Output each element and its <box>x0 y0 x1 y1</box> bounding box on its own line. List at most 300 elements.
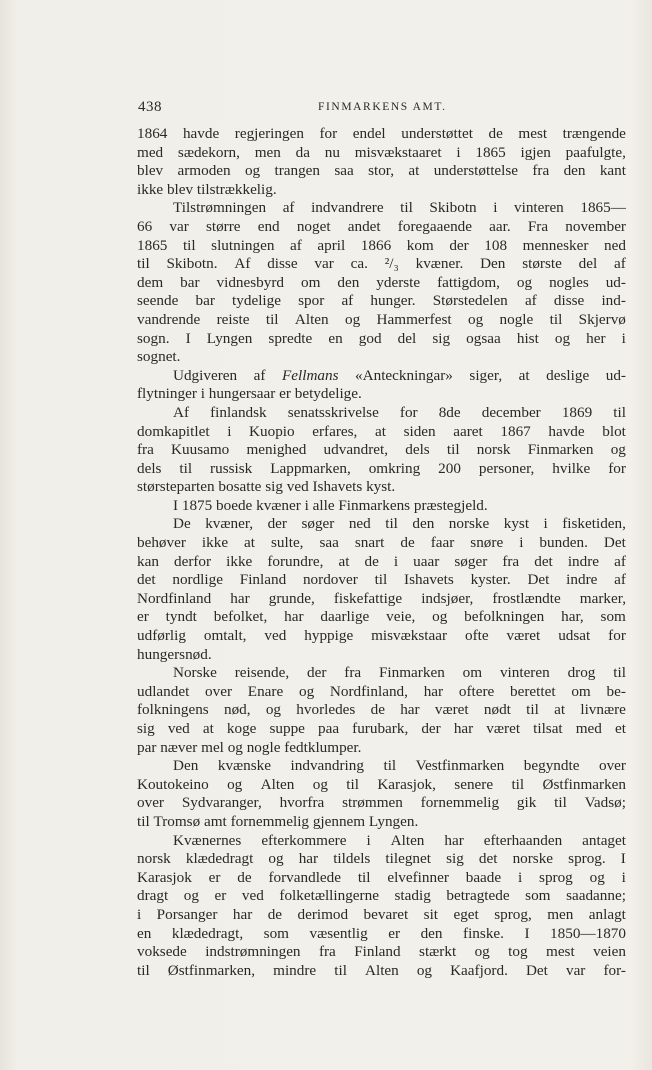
word: 1875 <box>181 496 217 514</box>
word: de <box>488 125 503 142</box>
word: yderste <box>376 273 421 291</box>
word: 1865— <box>580 199 626 217</box>
word: forundre, <box>267 552 324 570</box>
word: snøre <box>470 534 504 552</box>
word: Kuusamo <box>171 441 230 459</box>
word: sprog <box>539 868 573 886</box>
paragraph <box>137 757 626 831</box>
text-line <box>137 330 626 349</box>
word: da <box>295 143 310 161</box>
word: til <box>400 199 413 217</box>
word: indstrømningen <box>205 943 301 961</box>
word: de <box>400 534 415 552</box>
word: furubark, <box>352 720 409 737</box>
text-line <box>137 162 626 181</box>
word: senere <box>454 775 494 793</box>
word: ud- <box>605 366 626 384</box>
word: om <box>462 664 483 682</box>
word: Lyngen <box>206 329 253 347</box>
word: hungersnød. <box>137 645 212 663</box>
word: betydelige. <box>294 385 362 403</box>
word: voksede <box>137 943 187 961</box>
word: den <box>563 162 586 180</box>
word: Fellmans <box>281 366 339 384</box>
word: Alten <box>390 831 425 849</box>
word: ikke <box>137 180 167 198</box>
word: har <box>298 850 319 868</box>
text-line <box>137 534 626 553</box>
word: forvandlede <box>268 868 341 886</box>
word: og <box>345 310 361 328</box>
word: over <box>137 794 164 812</box>
word: til <box>526 701 539 719</box>
word: af <box>341 292 354 310</box>
text-line <box>137 348 626 367</box>
text-line <box>137 274 626 293</box>
text-line <box>137 181 626 200</box>
word: 1866 <box>360 236 392 254</box>
word: 1850—1870 <box>550 924 626 942</box>
word: Porsanger <box>156 905 218 923</box>
word: antaget <box>582 831 626 849</box>
word: Finland <box>239 571 287 589</box>
word: og <box>227 738 247 756</box>
word: Østfinmarken, <box>167 961 256 979</box>
word: uaar <box>413 552 440 570</box>
word: del <box>578 255 598 273</box>
word: seende <box>137 292 179 310</box>
word: i <box>621 868 626 886</box>
word: at <box>202 720 214 737</box>
paragraph <box>137 664 626 757</box>
word: fra <box>502 552 520 570</box>
word: 1865 <box>137 236 168 254</box>
word: norske <box>512 850 554 868</box>
text-line <box>137 571 626 590</box>
word: nogle <box>246 738 285 756</box>
page-header <box>138 99 627 119</box>
word: fra <box>532 162 550 180</box>
word: i <box>543 515 548 533</box>
word: i <box>493 199 498 217</box>
word: af <box>253 366 266 384</box>
word: stærkt <box>419 943 457 961</box>
word: daarlige <box>320 608 370 626</box>
word: aaret <box>453 422 483 440</box>
word: ²/₃ <box>384 255 399 273</box>
word: de <box>237 868 252 886</box>
word: siger, <box>469 366 503 384</box>
word: været <box>506 627 541 645</box>
word: præstegjeld. <box>413 496 488 514</box>
word: været <box>434 701 469 719</box>
text-line <box>137 590 626 609</box>
word: til <box>446 441 460 459</box>
word: del <box>397 329 417 347</box>
text-line <box>137 515 626 534</box>
word: til <box>374 571 388 589</box>
word: Østfinmarken <box>542 775 626 793</box>
word: for- <box>603 961 626 979</box>
word: tydelige <box>232 292 281 310</box>
word: befolkningen <box>464 608 545 626</box>
word: at <box>244 534 256 552</box>
word: vinteren <box>514 199 564 217</box>
body-text <box>137 125 626 980</box>
text-line <box>137 832 626 851</box>
word: Udgiveren <box>173 366 238 384</box>
word: betragtede <box>446 887 510 905</box>
word: i <box>227 422 232 440</box>
word: berettet <box>510 682 556 700</box>
word: paa <box>318 720 340 737</box>
text-line <box>137 497 626 516</box>
text-line <box>137 460 626 479</box>
word: til <box>137 961 150 979</box>
word: største <box>522 255 562 273</box>
word: par <box>137 738 161 756</box>
word: 1869 <box>561 403 593 421</box>
word: kvæner <box>256 496 305 514</box>
page-number: 438 <box>138 99 162 115</box>
word: over <box>205 682 233 700</box>
word: norske <box>448 515 490 533</box>
word: for <box>399 403 418 421</box>
text-line <box>137 311 626 330</box>
word: behøver <box>137 534 186 552</box>
word: har <box>284 608 304 626</box>
word: det <box>137 571 156 589</box>
text-line <box>137 144 626 163</box>
word: udlandet <box>137 682 190 700</box>
word: sig <box>137 720 155 737</box>
text-line <box>137 646 626 665</box>
word: Den <box>480 255 506 273</box>
word: saa <box>334 162 354 180</box>
word: Det <box>525 961 548 979</box>
word: 66 <box>137 217 153 235</box>
word: andet <box>347 217 381 235</box>
word: bar <box>195 292 215 310</box>
word: folketællingerne <box>279 887 379 905</box>
word: i <box>519 534 524 552</box>
text-line <box>137 776 626 795</box>
word: væsentlig <box>309 924 368 942</box>
word: i <box>393 552 399 570</box>
word: til <box>554 794 567 812</box>
word: der <box>307 664 327 682</box>
word: deslige <box>546 366 590 384</box>
paragraph <box>137 515 626 664</box>
word: og <box>610 441 626 459</box>
word: blev <box>137 162 164 180</box>
word: sig <box>432 329 451 347</box>
word: dem <box>137 273 164 291</box>
word: sprog, <box>494 905 532 923</box>
word: størsteparten <box>137 478 219 496</box>
word: Kvænernes <box>173 831 242 849</box>
word: ofte <box>464 627 489 645</box>
word: vidnesbyrd <box>216 273 284 291</box>
word: indvandrere <box>311 199 384 217</box>
word: til <box>179 459 193 477</box>
word: norsk <box>137 850 171 868</box>
word: sulte, <box>271 534 304 552</box>
word: disse <box>553 292 585 310</box>
word: havde <box>548 422 585 440</box>
word: folkningens <box>137 701 209 719</box>
text-line <box>137 218 626 237</box>
word: vinteren <box>499 664 550 682</box>
word: ved <box>286 478 313 496</box>
word: mel <box>201 738 228 756</box>
word: misvækstaar <box>371 627 448 645</box>
word: anlagt <box>588 905 626 923</box>
word: af <box>290 236 302 254</box>
word: i <box>137 905 142 923</box>
word: tyndt <box>165 608 197 626</box>
word: Hammerfest <box>376 310 452 328</box>
word: som <box>600 608 626 626</box>
word: bosatte <box>218 478 266 496</box>
word: stadig <box>394 887 431 905</box>
word: understøttet <box>401 125 473 142</box>
word: for <box>319 125 338 142</box>
word: Nordfinland, <box>329 682 408 700</box>
word: Koutokeino <box>137 775 209 793</box>
word: slutningen <box>211 236 275 254</box>
word: og <box>554 329 571 347</box>
word: hyppige <box>304 627 354 645</box>
word: Ishavets <box>404 571 454 589</box>
word: ved <box>241 887 264 905</box>
word: november <box>565 217 626 235</box>
word: april <box>317 236 346 254</box>
word: har <box>232 905 253 923</box>
text-line <box>137 720 626 739</box>
word: ikke <box>201 534 229 552</box>
paragraph <box>137 404 626 497</box>
word: til <box>613 664 626 682</box>
word: udførlig <box>137 627 186 645</box>
word: fornemmelig <box>230 812 313 830</box>
word: igjen <box>520 143 551 161</box>
word: gik <box>516 794 537 812</box>
word: kvæner. <box>415 255 464 273</box>
word: Ishavets <box>312 478 367 496</box>
paragraph <box>137 199 626 366</box>
text-line <box>137 385 626 404</box>
word: oftere <box>458 682 495 700</box>
word: 8de <box>438 403 461 421</box>
word: sit <box>423 905 439 923</box>
word: er <box>388 924 401 942</box>
word: snart <box>354 534 385 552</box>
paragraph <box>137 832 626 981</box>
word: til <box>357 868 371 886</box>
word: «Anteckningar» <box>355 366 453 384</box>
word: aar. <box>489 217 511 235</box>
text-line <box>137 794 626 813</box>
word: efterhaanden <box>483 831 563 849</box>
word: derimod <box>297 905 349 923</box>
word: kyster. <box>470 571 511 589</box>
word: baade <box>465 868 502 886</box>
word: tilsat <box>533 720 563 737</box>
word: saa <box>319 534 339 552</box>
word: og <box>227 775 243 793</box>
word: saadanne; <box>566 887 626 905</box>
word: sognet. <box>137 348 181 366</box>
word: Skjervø <box>578 310 626 328</box>
text-line <box>137 367 626 386</box>
word: var <box>169 217 189 235</box>
word: nødt <box>483 701 511 719</box>
word: med <box>575 720 602 737</box>
word: de <box>370 701 385 719</box>
word: indvandring <box>290 757 364 775</box>
text-line <box>137 664 626 683</box>
word: nogle <box>499 310 534 328</box>
word: over <box>598 757 626 775</box>
word: kan <box>137 552 159 570</box>
word: men <box>254 143 281 161</box>
word: der <box>267 515 287 533</box>
word: har <box>453 720 474 737</box>
word: ned <box>348 515 371 533</box>
word: spor <box>298 292 325 310</box>
word: Alten <box>365 961 399 979</box>
word: 1867 <box>500 422 531 440</box>
word: og <box>467 310 484 328</box>
word: Lyngen. <box>368 812 419 830</box>
word: for <box>608 459 626 477</box>
word: faar <box>430 534 455 552</box>
word: af <box>524 292 537 310</box>
word: paafulgte, <box>565 143 626 161</box>
word: er <box>137 608 149 626</box>
word: Kuopio <box>249 422 295 440</box>
word: I <box>173 496 182 514</box>
word: disse <box>267 255 298 273</box>
word: til <box>385 515 398 533</box>
word: om <box>300 273 321 291</box>
word: og <box>312 775 328 793</box>
word: noget <box>296 217 331 235</box>
word: om <box>571 682 591 700</box>
word: armoden <box>177 162 231 180</box>
word: siden <box>403 422 436 440</box>
text-line <box>137 906 626 925</box>
word: Tilstrømningen <box>173 199 267 217</box>
word: veie, <box>386 608 416 626</box>
word: kvænske <box>217 757 271 775</box>
word: fiskefattige <box>333 589 403 607</box>
word: indre <box>566 571 598 589</box>
word: Fra <box>527 217 549 235</box>
word: finlandsk <box>210 403 267 421</box>
word: omtalt, <box>203 627 247 645</box>
word: kvæner, <box>205 515 254 533</box>
word: sig <box>265 478 287 496</box>
word: Kaafjord. <box>450 961 508 979</box>
word: at <box>518 366 530 384</box>
word: vandrende <box>137 310 201 328</box>
word: er <box>214 887 227 905</box>
word: menighed <box>246 441 307 459</box>
word: en <box>137 924 152 942</box>
word: Den <box>173 757 199 775</box>
word: kant <box>599 162 626 180</box>
word: finske. <box>463 924 504 942</box>
word: og <box>265 701 282 719</box>
text-line <box>137 627 626 646</box>
word: norsk <box>476 441 511 459</box>
word: at <box>374 422 386 440</box>
word: i <box>366 831 371 849</box>
word: 1864 <box>137 125 168 142</box>
word: bunden. <box>539 534 588 552</box>
word: af <box>614 571 626 589</box>
word: kyst <box>503 515 530 533</box>
word: hvilke <box>552 459 591 477</box>
word: hungersaar <box>208 385 280 403</box>
word: eget <box>453 905 479 923</box>
text-line <box>137 292 626 311</box>
word: spredte <box>268 329 313 347</box>
word: russisk <box>210 459 253 477</box>
word: fedtklumper. <box>284 738 362 756</box>
word: alle <box>312 496 339 514</box>
word: af <box>614 552 626 570</box>
word: I <box>524 924 530 942</box>
text-line <box>137 404 626 423</box>
word: har <box>400 701 420 719</box>
word: senatsskrivelse <box>287 403 379 421</box>
word: gjennem <box>312 812 369 830</box>
word: december <box>481 403 541 421</box>
word: hvorledes <box>296 701 356 719</box>
word: tilegnet <box>385 850 431 868</box>
word: suppe <box>269 720 305 737</box>
word: veien <box>593 943 626 961</box>
word: mest <box>546 943 575 961</box>
word: indsjøer, <box>421 589 474 607</box>
word: Af <box>234 255 251 273</box>
word: trangen <box>274 162 321 180</box>
word: var <box>314 255 334 273</box>
text-line <box>137 887 626 906</box>
word: endel <box>352 125 386 142</box>
word: og <box>589 868 605 886</box>
word: bevaret <box>363 905 409 923</box>
text-line <box>137 925 626 944</box>
word: mennesker <box>522 236 589 254</box>
word: til <box>511 775 525 793</box>
word: 200 <box>438 459 461 477</box>
word: været <box>486 720 521 737</box>
word: sprog. <box>568 850 606 868</box>
word: til <box>613 403 626 421</box>
word: Det <box>603 534 626 552</box>
word: fattigdom, <box>437 273 500 291</box>
word: for <box>608 627 626 645</box>
word: understøttelse <box>433 162 519 180</box>
word: sogn. <box>137 329 170 347</box>
word: mest <box>518 125 548 142</box>
word: og <box>516 273 533 291</box>
word: der <box>449 236 469 254</box>
